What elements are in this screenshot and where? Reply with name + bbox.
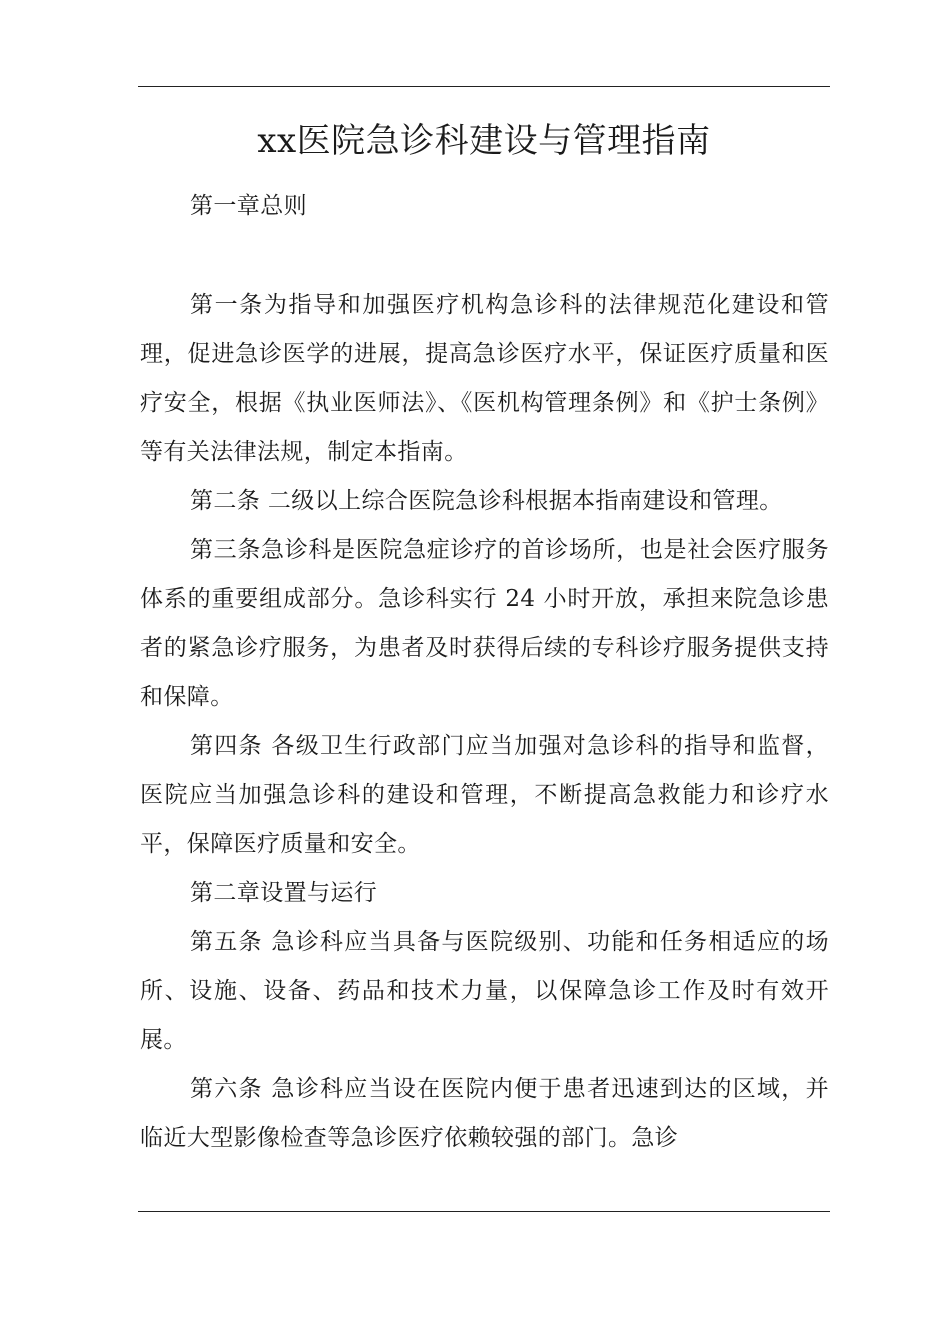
document-body [140, 182, 829, 1163]
article-6: 第六条 急诊科应当设在医院内便于患者迅速到达的区域，并临近大型影像检查等急诊医疗依赖较强的部门。急诊 [140, 1076, 829, 1151]
blank-line [140, 231, 829, 281]
article-3: 第三条急诊科是医院急症诊疗的首诊场所，也是社会医疗服务体系的重要组成部分。急诊科实行 24 小时开放，承担来院急诊患者的紧急诊疗服务，为患者及时获得后续的专科诊疗服务提供支持和保障。 [140, 537, 829, 710]
article-2: 第二条 二级以上综合医院急诊科根据本指南建设和管理。 [190, 488, 783, 514]
article-1: 第一条为指导和加强医疗机构急诊科的法律规范化建设和管理，促进急诊医学的进展，提高急诊医疗水平，保证医疗质量和医疗安全，根据《执业医师法》、《医机构管理条例》和《护士条例》等有关法律法规，制定本指南。 [140, 292, 829, 465]
article-4: 第四条 各级卫生行政部门应当加强对急诊科的指导和监督，医院应当加强急诊科的建设和管理，不断提高急救能力和诊疗水平，保障医疗质量和安全。 [140, 733, 829, 857]
header-rule [138, 86, 830, 87]
document-title: xx医院急诊科建设与管理指南 [257, 121, 711, 161]
article-5: 第五条 急诊科应当具备与医院级别、功能和任务相适应的场所、设施、设备、药品和技术力量，以保障急诊工作及时有效开展。 [140, 929, 829, 1053]
chapter-2-heading: 第二章设置与运行 [190, 880, 378, 906]
chapter-1-heading: 第一章总则 [190, 193, 307, 219]
footer-rule [138, 1211, 830, 1212]
